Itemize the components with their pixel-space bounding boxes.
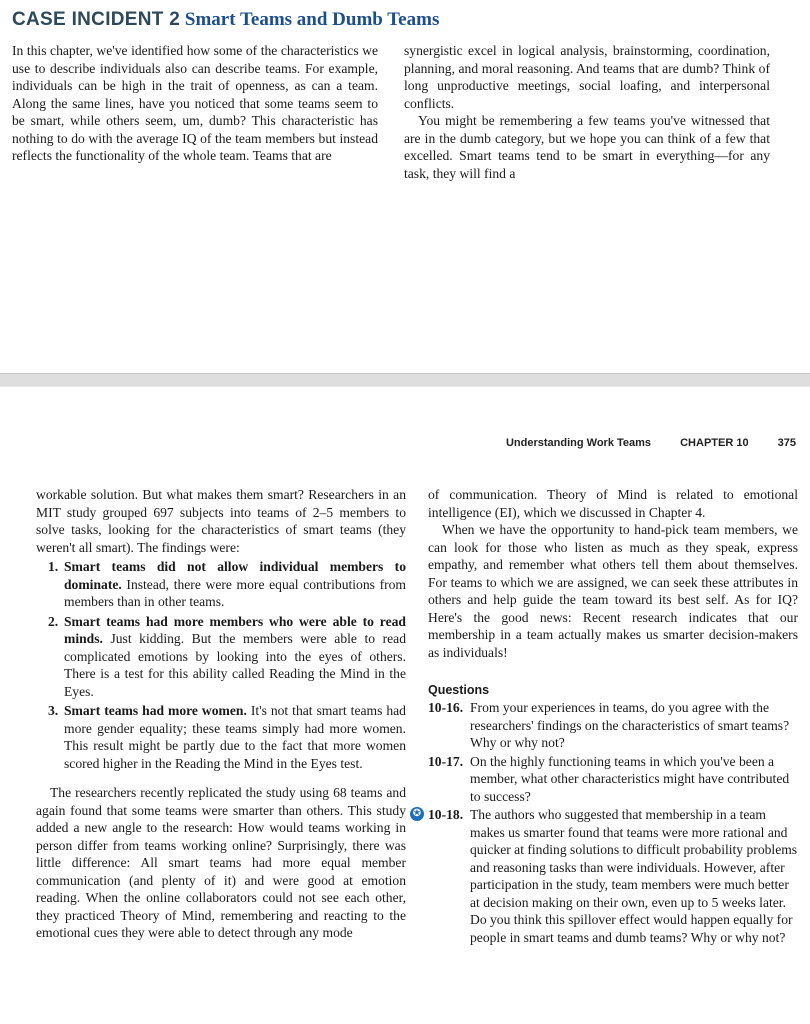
finding-number: 2. xyxy=(48,613,59,629)
paragraph: You might be remembering a few teams you've witnessed that are in the dumb category, but we hope you can think of a few that excelled. Smart teams tend to be smart in everything—for any task, they will find a xyxy=(404,113,770,181)
page-divider xyxy=(0,373,810,387)
question-text: The authors who suggested that membership in a team makes us smarter found that teams were more rational and quicker at finding solutions to difficult probability problems and reasoning tasks than were individuals. However, after participation in the study, team members were much better at decision making on their own, even up to 5 weeks later. Do you think this spillover effect would happen equally for people in smart teams and dumb teams? Why or why not? xyxy=(470,807,798,945)
question-item xyxy=(428,753,798,806)
top-left-column xyxy=(12,42,378,165)
page-number: 375 xyxy=(777,437,796,449)
question-text: From your experiences in teams, do you agree with the researchers' findings on the characteristics of smart teams? Why or why not? xyxy=(470,700,790,750)
section-title: Understanding Work Teams xyxy=(505,437,652,449)
finding-item xyxy=(36,702,406,772)
question-item xyxy=(412,806,798,946)
star-circle-icon: ✪ xyxy=(410,807,424,821)
running-header xyxy=(480,437,796,449)
finding-text: Just kidding. But the members were able to read complicated emotions by looking into the eyes of others. There is a test for this ability called Reading the Mind in the Eyes. xyxy=(64,631,406,699)
paragraph: When we have the opportunity to hand-pick team members, we can look for those who listen as much as they speak, express empathy, and remember what others tell them about themselves. For teams to which we are assigned, we can seek these attributes in others and help guide the team toward its best self. As for IQ? Here's the good news: Recent research indicates that our membership in a team actually makes us smarter decision-makers as individuals! xyxy=(428,522,798,660)
bottom-left-column xyxy=(36,486,406,942)
finding-heading: Smart teams had more women. xyxy=(64,703,247,718)
finding-heading: Smart teams had more members who were able to read minds. xyxy=(64,613,406,646)
paragraph: In this chapter, we've identified how some of the characteristics we use to describe individuals also can describe teams. For example, individuals can be high in the trait of openness, as can a team. Along the same lines, have you noticed that some teams seem to be smart, while others seem, um, dumb? This characteristic has nothing to do with the average IQ of the team members but instead reflects the functionality of the whole team. Teams that are xyxy=(12,43,378,163)
questions-heading: Questions xyxy=(428,683,490,697)
finding-text: It's not that smart teams had more gender equality; these teams simply had more women. This result might be partly due to the fact that more women scored higher in the Reading the Mind in the Eyes test. xyxy=(64,703,406,771)
question-item xyxy=(428,699,798,752)
paragraph: of communication. Theory of Mind is related to emotional intelligence (EI), which we discussed in Chapter 4. xyxy=(428,487,798,520)
finding-number: 1. xyxy=(48,559,59,574)
bottom-right-column xyxy=(412,486,798,947)
case-title: Smart Teams and Dumb Teams xyxy=(184,9,440,30)
paragraph: workable solution. But what makes them smart? Researchers in an MIT study grouped 697 subjects into teams of 2–5 members to solve tasks, looking for the characteristics of smart teams (they weren't all smart). The findings were: xyxy=(36,487,406,555)
question-number: 10-16. xyxy=(428,700,464,715)
finding-text: Instead, there were more equal contributions from members than in other teams. xyxy=(64,576,406,609)
finding-item xyxy=(36,558,406,611)
question-number: 10-18. xyxy=(428,807,464,822)
case-incident-label: CASE INCIDENT 2 xyxy=(12,9,181,30)
finding-number: 3. xyxy=(48,703,59,718)
top-right-column xyxy=(404,42,770,182)
paragraph: The researchers recently replicated the study using 68 teams and again found that some teams were smarter than others. This study added a new angle to the research: How would teams working in person differ from teams working online? Surprisingly, there was little difference: All smart teams had more equal member communication (and plenty of it) and were good at emotion reading. When the online collaborators could not see each other, they practiced Theory of Mind, remembering and reacting to the emotional cues they were able to detect through any mode xyxy=(36,785,406,940)
chapter-label: CHAPTER 10 xyxy=(680,437,749,449)
case-incident-title xyxy=(12,8,439,32)
paragraph: synergistic excel in logical analysis, brainstorming, coordination, planning, and moral reasoning. And teams that are dumb? Think of long unproductive meetings, social loafing, and interpersonal conflicts. xyxy=(404,43,770,111)
question-number: 10-17. xyxy=(428,753,464,769)
finding-item xyxy=(36,613,406,701)
finding-heading: Smart teams did not allow individual members to dominate. xyxy=(64,559,406,592)
findings-list xyxy=(36,558,406,772)
question-text: On the highly functioning teams in which you've been a member, what other characteristics might have contributed to success? xyxy=(470,753,790,804)
